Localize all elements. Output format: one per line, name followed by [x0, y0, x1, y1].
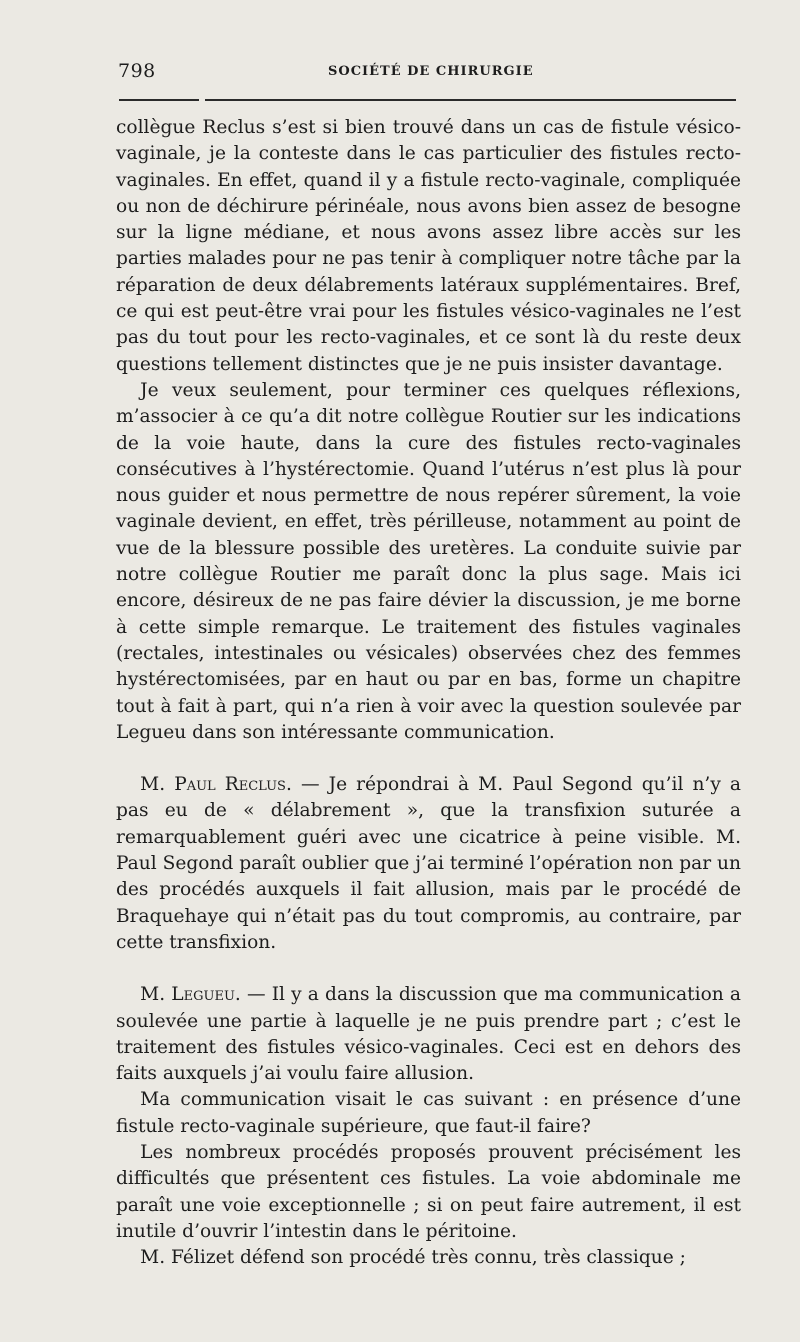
- header-rule-right: [205, 99, 736, 101]
- paragraph-legueu-reply: [116, 982, 741, 1087]
- body-text: [116, 115, 741, 1271]
- running-title: SOCIÉTÉ DE CHIRURGIE: [328, 64, 534, 79]
- paragraph-routier: Je veux seulement, pour terminer ces quelques réflexions, m’associer à ce qu’a dit notre collègue Routier sur les indications de la voie haute, dans la cure des fistules recto-vaginales consécutives à l’hystérectomie. Quand l’utérus n’est plus là pour nous guider et nous permettre de nous repérer sûrement, la voie vaginale devient, en effet, très périlleuse, notamment au point de vue de la blessure possible des uretères. La conduite suivie par notre collègue Routier me paraît donc la plus sage. Mais ici encore, désireux de ne pas faire dévier la discussion, je me borne à cette simple remarque. Le traitement des fistules vaginales (rectales, intestinales ou vésicales) observées chez des femmes hystérectomisées, par en haut ou par en bas, forme un chapitre tout à fait à part, qui n’a rien à voir avec la question soulevée par Legueu dans son intéressante communication.: [116, 379, 741, 743]
- speaker-name: M. Paul Reclus.: [140, 774, 292, 796]
- page-number: 798: [118, 60, 156, 82]
- paragraph-communication: Ma communication visait le cas suivant : en présence d’une fistule recto-vaginale supérieure, que faut-il faire?: [116, 1089, 741, 1137]
- speech-text: — Je répondrai à M. Paul Segond qu’il n’y a pas eu de « délabrement », que la transfixion suturée a remarquablement guéri avec une cicatrice à peine visible. M. Paul Segond paraît oublier que j’ai terminé l’opération non par un des procédés auxquels il fait allusion, mais par le procédé de Braquehaye qui n’était pas du tout compromis, au contraire, par cette transfixion.: [116, 774, 741, 953]
- paragraph-reclus-reply: [116, 772, 741, 956]
- paragraph-felizet: M. Félizet défend son procédé très connu, très classique ;: [140, 1247, 686, 1269]
- speaker-name: M. Legueu.: [140, 984, 241, 1006]
- paragraph-continuation: collègue Reclus s’est si bien trouvé dans un cas de fistule vésico-vaginale, je la conteste dans le cas particulier des fistules recto-vaginales. En effet, quand il y a fistule recto-vaginale, compliquée ou non de déchirure périnéale, nous avons bien assez de besogne sur la ligne médiane, et nous avons assez libre accès sur les parties malades pour ne pas tenir à compliquer notre tâche par la réparation de deux délabrements latéraux supplémentaires. Bref, ce qui est peut-être vrai pour les fistules vésico-vaginales ne l’est pas du tout pour les recto-vaginales, et ce sont là du reste deux questions tellement distinctes que je ne puis insister davantage.: [116, 117, 741, 375]
- page-header: [118, 58, 736, 88]
- header-rule-left: [119, 99, 199, 101]
- paragraph-procedures: Les nombreux procédés proposés prouvent précisément les difficultés que présentent ces fistules. La voie abdominale me paraît une voie exceptionnelle ; si on peut faire autrement, il est inutile d’ouvrir l’intestin dans le péritoine.: [116, 1141, 741, 1242]
- speech-text: — Il y a dans la discussion que ma communication a soulevée une partie à laquelle je ne puis prendre part ; c’est le traitement des fistules vésico-vaginales. Ceci est en dehors des faits auxquels j’ai voulu faire allusion.: [116, 984, 741, 1085]
